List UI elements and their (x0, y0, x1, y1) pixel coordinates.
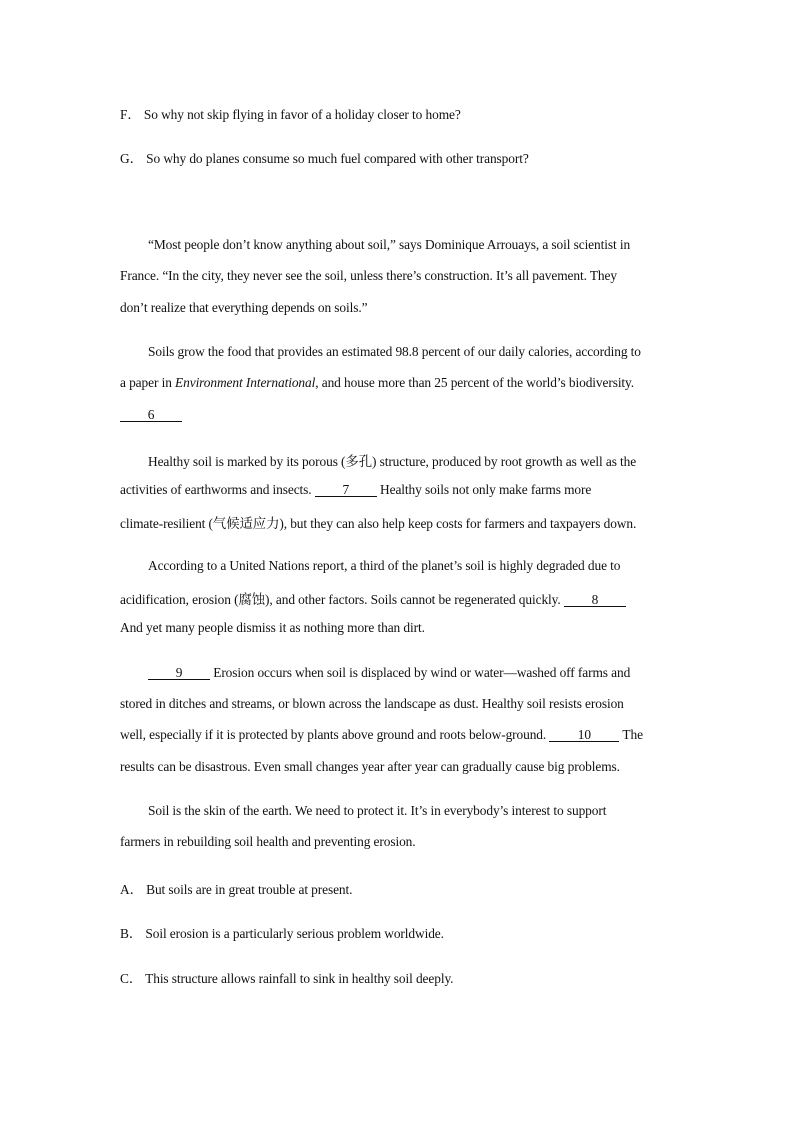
p1-line-3: don’t realize that everything depends on soils.” (120, 300, 368, 315)
option-b-text: Soil erosion is a particularly serious problem worldwide. (145, 926, 444, 941)
p2-text-a: a paper in (120, 375, 176, 390)
option-b-label: B． (120, 926, 143, 941)
option-g-label: G． (120, 151, 143, 166)
p5-line-3 (120, 727, 643, 743)
blank-9[interactable]: 9 (148, 666, 210, 680)
p2-line-1: Soils grow the food that provides an estimated 98.8 percent of our daily calories, according to (148, 344, 641, 359)
option-g (120, 148, 529, 167)
p6-line-2: farmers in rebuilding soil health and preventing erosion. (120, 834, 416, 849)
blank-8[interactable]: 8 (564, 593, 626, 607)
p3-text-b: Healthy soils not only make farms more (376, 482, 592, 497)
p3-text-a: activities of earthworms and insects. (120, 482, 315, 497)
option-a (120, 879, 352, 898)
p1-line-2: France. “In the city, they never see the soil, unless there’s construction. It’s all pavement. They (120, 268, 617, 283)
option-a-text: But soils are in great trouble at present. (146, 882, 353, 897)
p4-line-1: According to a United Nations report, a third of the planet’s soil is highly degraded due to (148, 558, 621, 573)
p5-text-c: well, especially if it is protected by plants above ground and roots below-ground. (120, 727, 550, 742)
journal-title: Environment International (175, 375, 316, 390)
option-c-label: C． (120, 971, 143, 986)
p3-line-2 (120, 482, 591, 498)
option-c (120, 968, 453, 987)
option-f-label: F． (120, 107, 141, 122)
p2-text-b: , and house more than 25 percent of the world’s biodiversity. (315, 375, 635, 390)
option-f (120, 104, 461, 123)
p6-line-1: Soil is the skin of the earth. We need to protect it. It’s in everybody’s interest to support (148, 803, 607, 818)
p5-text-d: The (619, 727, 643, 742)
option-g-text: So why do planes consume so much fuel compared with other transport? (146, 151, 529, 166)
blank-6[interactable]: 6 (120, 408, 182, 422)
option-c-text: This structure allows rainfall to sink in healthy soil deeply. (145, 971, 454, 986)
p5-line-2: stored in ditches and streams, or blown across the landscape as dust. Healthy soil resists erosion (120, 696, 624, 711)
p2-line-2 (120, 375, 634, 391)
p3-line-1: Healthy soil is marked by its porous (多孔) structure, produced by root growth as well as the (148, 454, 637, 469)
p4-line-2 (120, 589, 626, 608)
option-b (120, 923, 444, 942)
blank-7[interactable]: 7 (315, 483, 377, 497)
option-a-label: A． (120, 882, 143, 897)
p5-line-1 (148, 665, 630, 681)
p4-text-a: acidification, erosion (腐蚀), and other factors. Soils cannot be regenerated quickly. (120, 592, 564, 607)
p2-line-3 (120, 407, 182, 423)
blank-10[interactable]: 10 (549, 728, 619, 742)
option-f-text: So why not skip flying in favor of a holiday closer to home? (143, 107, 461, 122)
p5-line-4: results can be disastrous. Even small changes year after year can gradually cause big problems. (120, 759, 620, 774)
p1-line-1: “Most people don’t know anything about soil,” says Dominique Arrouays, a soil scientist in (148, 237, 631, 252)
p4-line-3: And yet many people dismiss it as nothing more than dirt. (120, 620, 425, 635)
p3-line-3: climate-resilient (气候适应力), but they can also help keep costs for farmers and taxpayers down. (120, 516, 637, 531)
p5-text-b: Erosion occurs when soil is displaced by wind or water—washed off farms and (210, 665, 631, 680)
